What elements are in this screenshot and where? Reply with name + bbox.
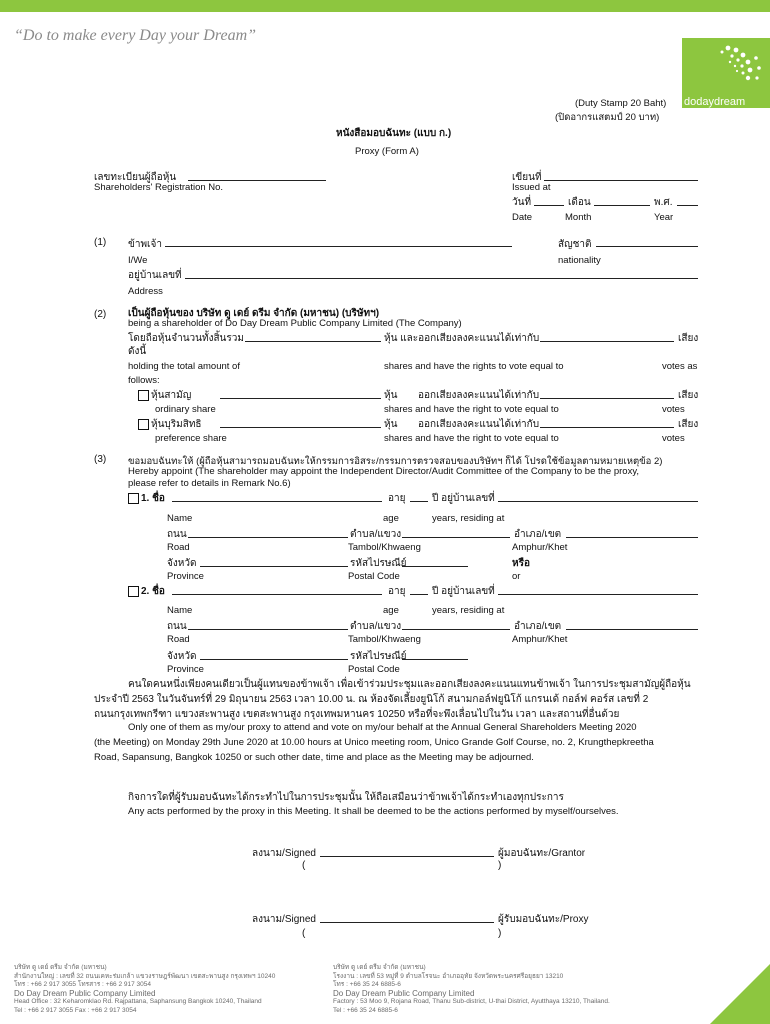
ordinary-vote-th: ออกเสียงลงคะแนนได้เท่ากับ: [418, 390, 540, 401]
grantor-label: ผู้มอบฉันทะ/Grantor: [498, 848, 586, 859]
proxy-2-option[interactable]: [128, 584, 165, 599]
section-3-number: (3): [94, 454, 107, 465]
reg-label-th: เลขทะเบียนผู้ถือหุ้น: [94, 172, 177, 183]
meeting-th-3: ถนนกรุงเทพกรีฑา แขวงสะพานสูง เขตสะพานสูง กรุงเทพมหานคร 10250 หรือที่จะพึงเลื่อนไปในวัน เวลา และสถานที่อื่นด้วย: [94, 709, 620, 720]
meeting-en-2: (the Meeting) on Monday 29th June 2020 at 10.00 hours at Unico meeting room, Unico Grande Golf Course, no. 2, Krungthepkreetha: [94, 737, 654, 748]
proxy-1-age-th: อายุ: [388, 493, 406, 504]
proxy-1-road-field[interactable]: [188, 537, 348, 538]
proxy-paren-close: ): [498, 928, 502, 939]
appoint-th: ขอมอบฉันทะให้ (ผู้ถือหุ้นสามารถมอบฉันทะให้กรรมการอิสระ/กรรมการตรวจสอบของบริษัทฯ ก็ได้ โปรดใช้ข้อมูลตามหมายเหตุข้อ 2): [128, 456, 663, 467]
footer-right-line-4: Do Day Dream Public Company Limited: [333, 988, 475, 998]
appoint-en-1: Hereby appoint (The shareholder may appoint the Independent Director/Audit Committee of the Company to be the proxy,: [128, 466, 640, 477]
appoint-en-2: please refer to details in Remark No.6): [128, 478, 291, 489]
nationality-en: nationality: [558, 255, 601, 266]
preference-share-en: preference share: [155, 433, 227, 444]
address-field[interactable]: [185, 278, 698, 279]
iwe-th: ข้าพเจ้า: [128, 239, 162, 250]
meeting-th-1: คนใดคนหนึ่งเพียงคนเดียวเป็นผู้แทนของข้าพเจ้า เพื่อเข้าร่วมประชุมและออกเสียงลงคะแนนแทนข้าพเจ้า ในการประชุมสามัญผู้ถือหุ้น: [128, 679, 691, 690]
total-shares-field[interactable]: [245, 341, 381, 342]
logo-text: dodaydream: [684, 96, 746, 108]
proxy-1-age-field[interactable]: [410, 501, 428, 502]
form-title-en: Proxy (Form A): [355, 146, 419, 157]
footer-right-line-1: บริษัท ดู เดย์ ดรีม จำกัด (มหาชน): [333, 964, 426, 971]
ordinary-shares-en: shares and have the right to vote equal to: [384, 404, 559, 415]
proxy-1-province-field[interactable]: [200, 566, 348, 567]
proxy-2-years-th: ปี อยู่บ้านเลขที่: [432, 586, 495, 597]
holding-en: holding the total amount of: [128, 361, 240, 372]
proxy-label: ผู้รับมอบฉันทะ/Proxy: [498, 914, 589, 925]
header-bar: [0, 0, 770, 12]
ordinary-votes-field[interactable]: [540, 398, 674, 399]
corner-triangle: [710, 964, 770, 1024]
acts-en: Any acts performed by the proxy in this Meeting. It shall be deemed to be the actions performed by myself/ourselves.: [128, 806, 619, 817]
holding-th: โดยถือหุ้นจำนวนทั้งสิ้นรวม: [128, 333, 244, 344]
footer-right-line-2: โรงงาน : เลขที่ 53 หมู่ที่ 9 ตำบลโรจนะ อำเภออุทัย จังหวัดพระนครศรีอยุธยา 13210: [333, 972, 564, 980]
grantor-paren-open: (: [302, 860, 306, 871]
footer-right-line-6: Tel : +66 35 24 6885-6: [333, 1006, 398, 1014]
votes-as-en: votes as: [662, 361, 698, 372]
proxy-2-postal-en: Postal Code: [348, 664, 400, 675]
proxy-2-amphur-en: Amphur/Khet: [512, 634, 568, 645]
preference-shares-en: shares and have the right to vote equal to: [384, 433, 559, 444]
proxy-2-province-field[interactable]: [200, 659, 348, 660]
month-field[interactable]: [594, 205, 650, 206]
slogan: “Do to make every Day your Dream”: [14, 27, 257, 44]
proxy-1-amphur-th: อำเภอ/เขต: [514, 529, 562, 540]
proxy-2-years-en: years, residing at: [432, 605, 505, 616]
shares-votes-en: shares and have the rights to vote equal to: [384, 361, 564, 372]
ordinary-votes-en: votes: [662, 404, 685, 415]
votes-th: เสียง: [678, 333, 699, 344]
year-th: พ.ศ.: [654, 197, 673, 208]
proxy-2-province-th: จังหวัด: [167, 651, 197, 662]
proxy-1-road-th: ถนน: [167, 529, 187, 540]
reg-label-en: Shareholders' Registration No.: [94, 182, 224, 193]
date-th: วันที่: [512, 197, 532, 208]
ordinary-share-option[interactable]: [138, 388, 191, 403]
proxy-2-amphur-th: อำเภอ/เขต: [514, 621, 562, 632]
date-field[interactable]: [534, 205, 564, 206]
proxy-2-checkbox[interactable]: [128, 586, 139, 597]
proxy-2-amphur-field[interactable]: [566, 629, 698, 630]
footer-right-line-3: โทร : +66 35 24 6885-6: [333, 981, 401, 988]
proxy-2-road-en: Road: [167, 634, 190, 645]
shareholder-of-th: เป็นผู้ถือหุ้นของ บริษัท ดู เดย์ ดรีม จำกัด (มหาชน) (บริษัทฯ): [128, 308, 380, 319]
preference-votes-field[interactable]: [540, 427, 674, 428]
proxy-2-postal-field[interactable]: [402, 659, 468, 660]
ordinary-votes-th: เสียง: [678, 390, 699, 401]
meeting-en-3: Road, Sapansung, Bangkok 10250 or such other date, time and place as the Meeting may be adjourned.: [94, 752, 534, 763]
proxy-2-road-field[interactable]: [188, 629, 348, 630]
proxy-2-postal-th: รหัสไปรษณีย์: [350, 651, 407, 662]
month-th: เดือน: [568, 197, 591, 208]
proxy-signed-label: ลงนาม/Signed: [252, 914, 316, 925]
preference-share-option[interactable]: [138, 417, 202, 432]
duty-stamp-th: (ปิดอากรแสตมป์ 20 บาท): [555, 112, 660, 123]
preference-share-th: หุ้นบุริมสิทธิ: [151, 419, 202, 430]
address-en: Address: [128, 286, 163, 297]
footer-right-line-5: Factory : 53 Moo 9, Rojana Road, Thanu Sub-district, U-thai District, Ayutthaya 13210, Thailand.: [333, 998, 610, 1005]
footer-left-line-5: Head Office : 32 Keharomklao Rd. Rajpattana, Saphansung Bangkok 10240, Thailand: [14, 998, 262, 1005]
proxy-1-province-th: จังหวัด: [167, 558, 197, 569]
grantor-name-field[interactable]: [165, 246, 512, 247]
proxy-1-years-en: years, residing at: [432, 513, 505, 524]
footer-left-line-3: โทร : +66 2 917 3055 โทรสาร : +66 2 917 3054: [14, 981, 152, 988]
ordinary-shares-field[interactable]: [220, 398, 381, 399]
grantor-signed-label: ลงนาม/Signed: [252, 848, 316, 859]
ordinary-share-checkbox[interactable]: [138, 390, 149, 401]
proxy-1-tambol-th: ตำบล/แขวง: [350, 529, 402, 540]
grantor-paren-close: ): [498, 860, 502, 871]
nationality-field[interactable]: [596, 246, 698, 247]
proxy-2-tambol-en: Tambol/Khwaeng: [348, 634, 421, 645]
meeting-en-1: Only one of them as my/our proxy to attend and vote on my/our behalf at the Annual General Shareholders Meeting 2020: [128, 722, 637, 733]
proxy-1-tambol-en: Tambol/Khwaeng: [348, 542, 421, 553]
proxy-2-label: 2. ชื่อ: [141, 586, 165, 597]
footer-left: [14, 964, 275, 1015]
section-2-number: (2): [94, 309, 107, 320]
proxy-1-amphur-en: Amphur/Khet: [512, 542, 568, 553]
proxy-1-postal-field[interactable]: [402, 566, 468, 567]
proxy-1-label: 1. ชื่อ: [141, 493, 165, 504]
proxy-2-address-field[interactable]: [498, 594, 698, 595]
nationality-th: สัญชาติ: [558, 239, 592, 250]
proxy-1-postal-en: Postal Code: [348, 571, 400, 582]
proxy-1-checkbox[interactable]: [128, 493, 139, 504]
proxy-1-postal-th: รหัสไปรษณีย์: [350, 558, 407, 569]
proxy-1-tambol-field[interactable]: [402, 537, 510, 538]
proxy-signature-field[interactable]: [320, 922, 494, 923]
ordinary-share-th: หุ้นสามัญ: [151, 390, 192, 401]
footer-left-line-2: สำนักงานใหญ่ : เลขที่ 32 ถนนเคหะร่มเกล้า แขวงราษฎร์พัฒนา เขตสะพานสูง กรุงเทพฯ 10240: [14, 972, 276, 980]
footer-left-line-1: บริษัท ดู เดย์ ดรีม จำกัด (มหาชน): [14, 964, 107, 971]
proxy-2-name-field[interactable]: [172, 594, 382, 595]
shareholder-of-en: being a shareholder of Do Day Dream Public Company Limited (The Company): [128, 318, 462, 329]
proxy-2-age-en: age: [383, 605, 399, 616]
year-en: Year: [654, 212, 674, 223]
proxy-1-option[interactable]: [128, 491, 165, 506]
footer-left-line-4: Do Day Dream Public Company Limited: [14, 988, 156, 998]
month-en: Month: [565, 212, 592, 223]
proxy-1-province-en: Province: [167, 571, 204, 582]
date-en: Date: [512, 212, 533, 223]
year-field[interactable]: [677, 205, 698, 206]
proxy-1-name-field[interactable]: [172, 501, 382, 502]
proxy-2-tambol-th: ตำบล/แขวง: [350, 621, 402, 632]
issued-at-en: Issued at: [512, 182, 551, 193]
proxy-1-road-en: Road: [167, 542, 190, 553]
acts-th: กิจการใดที่ผู้รับมอบฉันทะได้กระทำไปในการประชุมนั้น ให้ถือเสมือนว่าข้าพเจ้าได้กระทำเองทุกประการ: [128, 792, 564, 803]
proxy-1-age-en: age: [383, 513, 399, 524]
grantor-signature-field[interactable]: [320, 856, 494, 857]
proxy-paren-open: (: [302, 928, 306, 939]
preference-vote-th: ออกเสียงลงคะแนนได้เท่ากับ: [418, 419, 540, 430]
follows-en: follows:: [128, 375, 160, 386]
preference-votes-th: เสียง: [678, 419, 699, 430]
footer-left-line-6: Tel : +66 2 917 3055 Fax : +66 2 917 3054: [14, 1006, 137, 1014]
proxy-2-province-en: Province: [167, 664, 204, 675]
proxy-1-years-th: ปี อยู่บ้านเลขที่: [432, 493, 495, 504]
preference-share-unit: หุ้น: [384, 419, 398, 430]
section-1-number: (1): [94, 237, 107, 248]
duty-stamp-en: (Duty Stamp 20 Baht): [575, 98, 667, 109]
holding-th-2: หุ้น และออกเสียงลงคะแนนได้เท่ากับ: [384, 333, 540, 344]
proxy-2-tambol-field[interactable]: [402, 629, 510, 630]
preference-votes-en: votes: [662, 433, 685, 444]
form-title-th: หนังสือมอบฉันทะ (แบบ ก.): [336, 128, 452, 139]
written-at-th: เขียนที่: [512, 172, 542, 183]
proxy-2-age-field[interactable]: [410, 594, 428, 595]
proxy-1-amphur-field[interactable]: [566, 537, 698, 538]
or-en: or: [512, 571, 521, 582]
address-th: อยู่บ้านเลขที่: [128, 270, 182, 281]
ordinary-share-en: ordinary share: [155, 404, 216, 415]
ordinary-share-unit: หุ้น: [384, 390, 398, 401]
or-th: หรือ: [512, 558, 530, 569]
preference-shares-field[interactable]: [220, 427, 381, 428]
reg-number-field[interactable]: [188, 180, 326, 181]
proxy-2-age-th: อายุ: [388, 586, 406, 597]
proxy-1-address-field[interactable]: [498, 501, 698, 502]
proxy-2-road-th: ถนน: [167, 621, 187, 632]
total-votes-field[interactable]: [540, 341, 674, 342]
footer-right: [333, 964, 610, 1015]
preference-share-checkbox[interactable]: [138, 419, 149, 430]
iwe-en: I/We: [128, 255, 148, 266]
as-follows-th: ดังนี้: [128, 346, 147, 357]
proxy-1-name-en: Name: [167, 513, 193, 524]
issued-at-field[interactable]: [544, 180, 698, 181]
proxy-2-name-en: Name: [167, 605, 193, 616]
meeting-th-2: ประจำปี 2563 ในวันจันทร์ที่ 29 มิถุนายน 2563 เวลา 10.00 น. ณ ห้องจัดเลี้ยงยูนิโก้ สนามกอล์ฟยูนิโก้ แกรนเด้ กอล์ฟ คอร์ส เลขที่ 2: [94, 694, 649, 705]
